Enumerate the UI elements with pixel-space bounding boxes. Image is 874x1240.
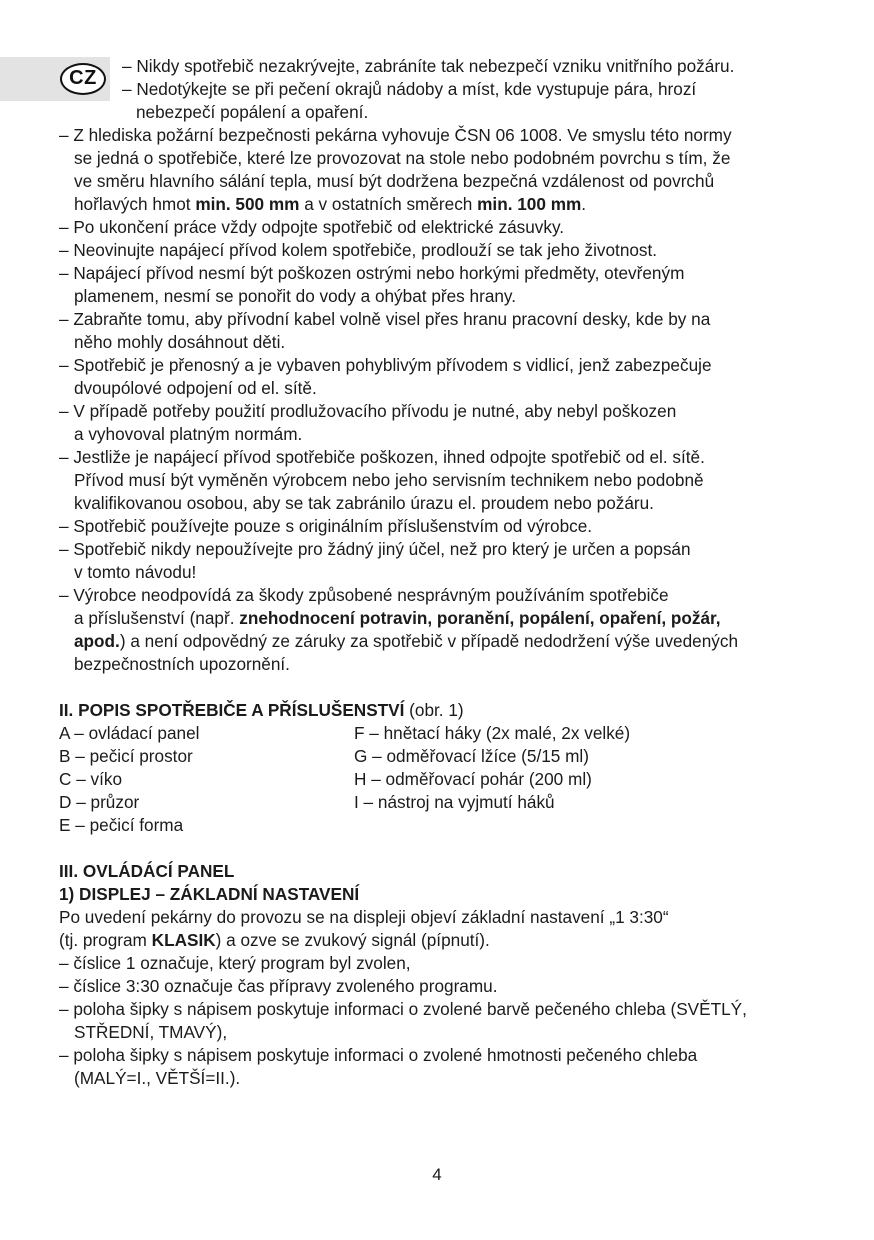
bullet-continuation: nebezpečí popálení a opaření. xyxy=(136,102,369,122)
paragraph-line: Po uvedení pekárny do provozu se na displeji objeví základní nastavení „1 3:30“ xyxy=(59,907,669,927)
subsection-title: 1) DISPLEJ – ZÁKLADNÍ NASTAVENÍ xyxy=(59,884,360,904)
bullet-continuation xyxy=(59,607,819,630)
bullet-continuation: (MALÝ=I., VĚTŠÍ=II.). xyxy=(74,1068,241,1088)
bullet-line: – číslice 3:30 označuje čas přípravy zvoleného programu. xyxy=(59,976,498,996)
parts-list xyxy=(59,722,819,837)
parts-column-left xyxy=(59,722,354,837)
bold-damages: znehodnocení potravin, poranění, popálení, opaření, požár, xyxy=(239,608,721,628)
part-item: E – pečicí forma xyxy=(59,815,184,835)
spacer xyxy=(59,837,819,860)
section-heading xyxy=(59,699,819,722)
text-run: ) a není odpovědný ze záruky za spotřebič v případě nedodržení výše uvedených xyxy=(119,631,739,651)
text-run: a příslušenství (např. xyxy=(74,608,240,628)
bullet-continuation: něho mohly dosáhnout děti. xyxy=(74,332,286,352)
bullet-line: – Spotřebič nikdy nepoužívejte pro žádný jiný účel, než pro který je určen a popsán xyxy=(59,539,691,559)
bullet-line: – číslice 1 označuje, který program byl zvolen, xyxy=(59,953,411,973)
bullet-line: – Jestliže je napájecí přívod spotřebiče poškozen, ihned odpojte spotřebič od el. sítě. xyxy=(59,447,705,467)
part-item: B – pečicí prostor xyxy=(59,746,193,766)
part-item: I – nástroj na vyjmutí háků xyxy=(354,792,555,812)
bullet-continuation: ve směru hlavního sálání tepla, musí být dodržena bezpečná vzdálenost od povrchů xyxy=(74,171,715,191)
bullet-line: – Výrobce neodpovídá za škody způsobené nesprávným používáním spotřebiče xyxy=(59,585,669,605)
part-item: D – průzor xyxy=(59,792,140,812)
section-title: III. OVLÁDÁCÍ PANEL xyxy=(59,861,235,881)
bullet-line: – V případě potřeby použití prodlužovacího přívodu je nutné, aby nebyl poškozen xyxy=(59,401,677,421)
bold-distance: min. 100 mm xyxy=(477,194,582,214)
part-item: G – odměřovací lžíce (5/15 ml) xyxy=(354,746,589,766)
parts-column-right xyxy=(354,722,774,837)
bullet-line: – Spotřebič je přenosný a je vybaven pohyblivým přívodem s vidlicí, jenž zabezpečuje xyxy=(59,355,712,375)
bullet-continuation xyxy=(59,630,819,653)
bullet-continuation: v tomto návodu! xyxy=(74,562,197,582)
bullet-continuation: STŘEDNÍ, TMAVÝ), xyxy=(74,1022,228,1042)
bullet-line: – Napájecí přívod nesmí být poškozen ostrými nebo horkými předměty, otevřeným xyxy=(59,263,685,283)
bullet-line: – Po ukončení práce vždy odpojte spotřebič od elektrické zásuvky. xyxy=(59,217,565,237)
paragraph-line xyxy=(59,929,819,952)
bullet-line: – poloha šipky s nápisem poskytuje informaci o zvolené hmotnosti pečeného chleba xyxy=(59,1045,698,1065)
bullet-continuation xyxy=(59,193,819,216)
bullet-continuation: se jedná o spotřebiče, které lze provozovat na stole nebo podobném povrchu s tím, že xyxy=(74,148,731,168)
text-run: . xyxy=(581,194,587,214)
page-content xyxy=(59,55,819,1090)
text-run: (tj. program xyxy=(59,930,152,950)
bullet-continuation: kvalifikovanou osobou, aby se tak zabránilo úrazu el. proudem nebo požáru. xyxy=(74,493,654,513)
spacer xyxy=(59,676,819,699)
bullet-continuation: a vyhovoval platným normám. xyxy=(74,424,303,444)
language-badge: CZ xyxy=(60,63,106,95)
bold-damages: apod. xyxy=(74,631,120,651)
bullet-line: – poloha šipky s nápisem poskytuje informaci o zvolené barvě pečeného chleba (SVĚTLÝ, xyxy=(59,999,747,1019)
bullet-continuation: dvoupólové odpojení od el. sítě. xyxy=(74,378,317,398)
part-item: F – hnětací háky (2x malé, 2x velké) xyxy=(354,723,631,743)
text-run: a v ostatních směrech xyxy=(299,194,478,214)
bold-distance: min. 500 mm xyxy=(195,194,300,214)
bullet-line: – Z hlediska požární bezpečnosti pekárna vyhovuje ČSN 06 1008. Ve smyslu této normy xyxy=(59,125,732,145)
bullet-continuation: Přívod musí být vyměněn výrobcem nebo jeho servisním technikem nebo podobně xyxy=(74,470,704,490)
bullet-line: – Nikdy spotřebič nezakrývejte, zabráníte tak nebezpečí vzniku vnitřního požáru. xyxy=(122,56,735,76)
page-number: 4 xyxy=(432,1165,442,1184)
bullet-continuation: plamenem, nesmí se ponořit do vody a ohýbat přes hrany. xyxy=(74,286,517,306)
text-run: ) a ozve se zvukový signál (pípnutí). xyxy=(215,930,490,950)
figure-ref: (obr. 1) xyxy=(404,700,464,720)
bullet-line: – Spotřebič používejte pouze s originálním příslušenstvím od výrobce. xyxy=(59,516,593,536)
text-run: hořlavých hmot xyxy=(74,194,196,214)
bullet-line: – Neovinujte napájecí přívod kolem spotřebiče, prodlouží se tak jeho životnost. xyxy=(59,240,658,260)
bullet-line: – Nedotýkejte se při pečení okrajů nádoby a míst, kde vystupuje pára, hrozí xyxy=(122,79,697,99)
part-item: C – víko xyxy=(59,769,123,789)
part-item: A – ovládací panel xyxy=(59,723,200,743)
bullet-continuation: bezpečnostních upozornění. xyxy=(74,654,290,674)
program-name: KLASIK xyxy=(151,930,216,950)
section-title: II. POPIS SPOTŘEBIČE A PŘÍSLUŠENSTVÍ xyxy=(59,700,405,720)
part-item: H – odměřovací pohár (200 ml) xyxy=(354,769,592,789)
bullet-line: – Zabraňte tomu, aby přívodní kabel volně visel přes hranu pracovní desky, kde by na xyxy=(59,309,711,329)
